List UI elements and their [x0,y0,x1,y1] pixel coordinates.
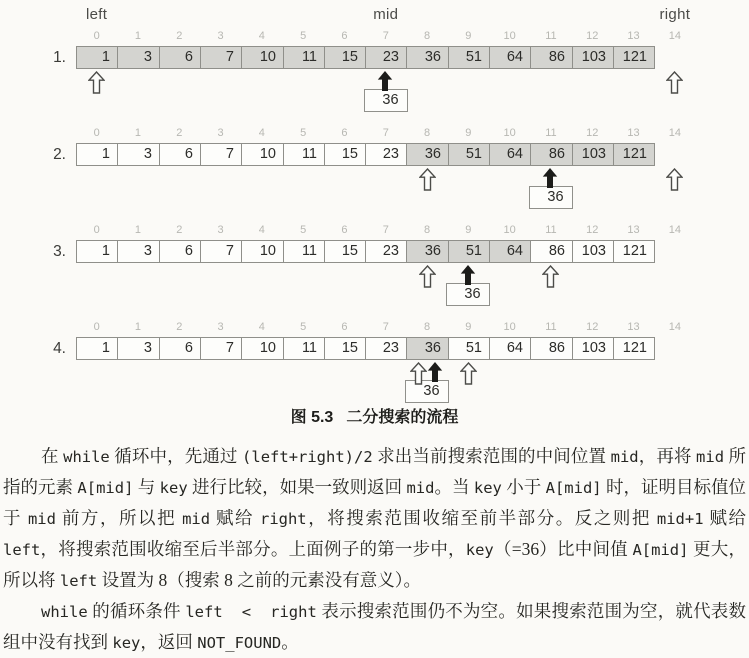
array-cell: 11 [283,46,325,69]
array-cell: 103 [572,240,614,263]
index-label: 0 [93,127,100,139]
index-label: 14 [668,321,681,333]
array-cell: 51 [448,46,490,69]
code-token: mid [406,479,435,497]
index-label: 14 [668,224,681,236]
array-cell: 51 [448,337,490,360]
code-token: (left+right)/2 [242,448,373,466]
step-number: 4. [53,340,66,357]
array-cell: 10 [241,337,284,360]
array-cell: 23 [365,337,407,360]
index-label: 5 [300,321,307,333]
text-run: 。 [281,632,299,652]
index-label: 12 [586,224,599,236]
array-cell: 15 [324,337,366,360]
code-token: mid [610,448,639,466]
array-cell: 36 [406,46,449,69]
index-label: 12 [586,127,599,139]
array-cell: 86 [530,240,573,263]
pointer-label-left: left [86,6,108,23]
array-cell: 51 [448,143,490,166]
text-run: 更大，所以将 [3,539,746,590]
array-cell: 10 [241,46,284,69]
array-cell: 103 [572,143,614,166]
array-cell: 1 [76,240,118,263]
array-cell: 86 [530,46,573,69]
index-label: 13 [627,321,640,333]
text-run: 求出当前搜索范围的中间位置 [372,446,611,466]
key-value: 36 [464,286,481,302]
code-token: NOT_FOUND [197,634,282,652]
array-cell: 121 [613,46,655,69]
index-label: 7 [382,321,389,333]
index-label: 3 [217,224,224,236]
index-label: 10 [503,224,516,236]
text-run: ，将搜索范围收缩至前半部分。反之则把 [306,508,657,528]
code-token: left [3,541,41,559]
index-label: 1 [134,224,141,236]
code-token: mid [696,448,725,466]
index-label: 4 [258,30,265,42]
array-cell: 103 [572,46,614,69]
step-number: 3. [53,243,66,260]
code-token: left [59,572,98,590]
index-label: 6 [341,30,348,42]
array-cell: 121 [613,143,655,166]
index-label: 4 [258,224,265,236]
array-cell: 121 [613,240,655,263]
code-token: while [63,448,110,466]
index-label: 7 [382,224,389,236]
paragraph [3,596,746,658]
array-cell: 10 [241,143,284,166]
index-label: 4 [258,127,265,139]
index-label: 10 [503,127,516,139]
code-token: key [465,541,494,559]
left-pointer-arrow-icon [410,362,427,385]
array-cell: 23 [365,143,407,166]
code-token: mid [27,510,56,528]
array-cell: 103 [572,337,614,360]
text-run: 。当 [434,477,474,497]
array-cell: 3 [117,337,160,360]
index-label: 1 [134,30,141,42]
index-label: 6 [341,127,348,139]
figure-caption-number: 图 5.3 [290,409,334,426]
index-label: 9 [465,30,472,42]
index-label: 0 [93,30,100,42]
index-label: 7 [382,30,389,42]
index-label: 8 [423,321,431,333]
index-label: 1 [134,127,141,139]
array-cell: 1 [76,46,118,69]
index-label: 6 [341,321,348,333]
index-label: 4 [258,321,265,333]
index-label: 8 [423,30,431,42]
index-label: 11 [545,30,557,42]
index-label: 5 [300,127,307,139]
index-label: 13 [627,30,640,42]
key-value: 36 [382,92,399,108]
text-run: 与 [133,477,160,497]
text-run: 赋给 [210,508,260,528]
code-token: A[mid] [77,479,134,497]
array-cell: 86 [530,337,573,360]
index-label: 2 [176,321,183,333]
index-label: 11 [545,127,557,139]
code-token: mid [182,510,211,528]
index-label: 2 [176,127,183,139]
index-label: 14 [668,127,681,139]
pointer-label-right: right [659,6,691,23]
array-cell: 6 [159,337,201,360]
index-label: 6 [341,224,348,236]
key-value: 36 [547,189,564,205]
index-label: 12 [586,321,599,333]
array-cell: 23 [365,46,407,69]
index-label: 9 [465,127,472,139]
text-run: 赋给 [703,508,747,528]
index-label: 5 [300,224,307,236]
array-cell: 6 [159,46,201,69]
array-cell: 10 [241,240,284,263]
step-number: 1. [53,49,66,66]
index-label: 0 [93,321,100,333]
text-run: 设置为 8（搜索 8 之前的元素没有意义）。 [97,570,421,590]
index-label: 10 [503,30,516,42]
code-token: key [473,479,502,497]
body-text [3,441,746,658]
text-run: 的循环条件 [87,601,186,621]
array-cell: 64 [489,46,531,69]
text-run: 前方，所以把 [55,508,183,528]
text-run: 循环中，先通过 [109,446,243,466]
figure-caption [0,404,749,427]
text-run: 所指的元素 [3,446,747,497]
array-cell: 64 [489,337,531,360]
array-cell: 3 [117,240,160,263]
array-cell: 36 [406,240,449,263]
array-cell: 15 [324,143,366,166]
key-value: 36 [423,383,440,399]
array-cell: 11 [283,143,325,166]
code-token: while [41,603,88,621]
array-cell: 1 [76,337,118,360]
text-run: 小于 [501,477,546,497]
step-number: 2. [53,146,66,163]
index-label: 11 [545,321,557,333]
code-token: A[mid] [545,479,602,497]
array-cell: 36 [406,143,449,166]
index-label: 14 [668,30,681,42]
array-cell: 23 [365,240,407,263]
index-label: 3 [217,321,224,333]
text-run: ，再将 [638,446,697,466]
array-cell: 86 [530,143,573,166]
array-cell: 7 [200,143,242,166]
text-run: 时，证明目标值位于 [3,477,747,528]
text-run: 在 [41,446,64,466]
array-cell: 15 [324,240,366,263]
index-label: 3 [217,127,224,139]
index-label: 7 [382,127,389,139]
array-cell: 1 [76,143,118,166]
pointer-label-mid: mid [373,6,399,23]
index-label: 11 [545,224,557,236]
index-label: 13 [627,224,640,236]
code-token: right [259,510,307,528]
text-run: ，将搜索范围收缩至后半部分。上面例子的第一步中， [40,539,466,559]
paragraph [3,441,746,596]
array-cell: 64 [489,240,531,263]
code-token: mid+1 [656,510,704,528]
array-cell: 3 [117,46,160,69]
text-run: 表示搜索范围仍不为空。如果搜索范围为空，就代表数组中没有找到 [3,601,747,652]
index-label: 1 [134,321,141,333]
code-token: left < right [185,603,317,621]
index-label: 10 [503,321,516,333]
text-run: 进行比较，如果一致则返回 [187,477,407,497]
text-run: （=36）比中间值 [493,539,633,559]
array-cell: 7 [200,46,242,69]
index-label: 9 [465,321,472,333]
array-cell: 15 [324,46,366,69]
index-label: 0 [93,224,100,236]
array-cell: 51 [448,240,490,263]
array-cell: 121 [613,337,655,360]
array-cell: 7 [200,240,242,263]
index-label: 8 [423,127,431,139]
array-cell: 11 [283,240,325,263]
array-cell: 64 [489,143,531,166]
index-label: 12 [586,30,599,42]
array-cell: 11 [283,337,325,360]
figure-caption-title: 二分搜索的流程 [346,409,459,426]
index-label: 8 [423,224,431,236]
index-label: 5 [300,30,307,42]
index-label: 2 [176,224,183,236]
mid-pointer-arrow-icon [427,362,444,385]
array-cell: 36 [406,337,449,360]
index-label: 2 [176,30,183,42]
code-token: key [159,479,188,497]
index-label: 13 [627,127,640,139]
right-pointer-arrow-icon [460,362,477,385]
index-label: 3 [217,30,224,42]
array-cell: 6 [159,143,201,166]
text-run: ，返回 [140,632,198,652]
code-token: key [112,634,141,652]
array-cell: 6 [159,240,201,263]
array-cell: 3 [117,143,160,166]
index-label: 9 [465,224,472,236]
array-cell: 7 [200,337,242,360]
code-token: A[mid] [632,541,689,559]
